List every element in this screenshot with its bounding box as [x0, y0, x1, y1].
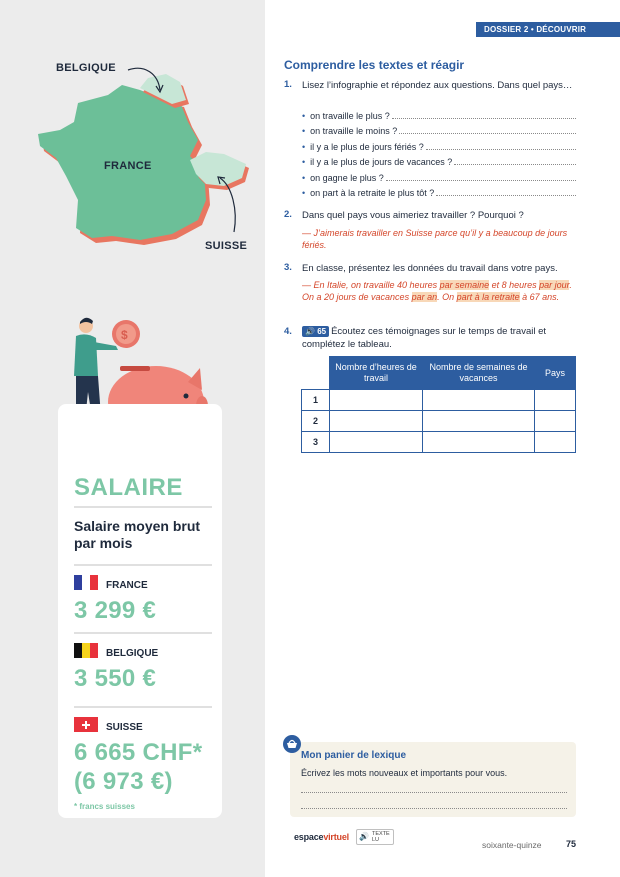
- question-3-number: 3.: [284, 262, 292, 273]
- question-4-number: 4.: [284, 326, 292, 337]
- list-item: • il y a le plus de jours fériés ?: [302, 140, 576, 152]
- belgium-flag-icon: [74, 643, 98, 658]
- section-badge: DOSSIER 2 • DÉCOUVRIR: [476, 22, 620, 37]
- question-3-text: En classe, présentez les données du travail dans votre pays.: [302, 263, 558, 274]
- divider: [74, 564, 212, 566]
- writing-line[interactable]: [301, 792, 567, 793]
- divider: [74, 506, 212, 508]
- svg-text:$: $: [121, 328, 128, 342]
- infographic-panel: [0, 0, 265, 877]
- list-item: • il y a le plus de jours de vacances ?: [302, 155, 576, 167]
- table-header: Pays: [535, 357, 576, 390]
- country-name-suisse: SUISSE: [106, 722, 143, 733]
- amount-suisse-eur: (6 973 €): [74, 768, 173, 795]
- question-1-text: Lisez l’infographie et répondez aux questions. Dans quel pays…: [302, 80, 573, 91]
- highlighted-phrase: part à la retraite: [456, 292, 520, 302]
- audio-track-button[interactable]: 🔊 65: [302, 326, 329, 337]
- espace-virtuel-logo[interactable]: espacevirtuel: [294, 832, 349, 842]
- question-4-text: 🔊 65 Écoutez ces témoignages sur le temps de travail et complétez le tableau.: [302, 326, 547, 350]
- amount-belgique: 3 550 €: [74, 665, 157, 692]
- answer-text: à 67 ans.: [519, 292, 560, 302]
- answer-text: . On a 20 jours de vacances: [302, 280, 572, 302]
- table-row: 2: [302, 411, 576, 432]
- france-flag-icon: [74, 575, 98, 590]
- salary-title: SALAIRE: [74, 474, 183, 501]
- texte-lu-button[interactable]: [356, 829, 394, 845]
- list-item: • on part à la retraite le plus tôt ?: [302, 186, 576, 198]
- speaker-icon: 🔊: [359, 832, 369, 841]
- list-item: • on travaille le moins ?: [302, 124, 576, 136]
- divider: [74, 632, 212, 634]
- country-name-belgique: BELGIQUE: [106, 648, 159, 659]
- highlighted-phrase: par jour: [539, 280, 570, 290]
- listening-table: [301, 356, 576, 453]
- table-row: 3: [302, 432, 576, 453]
- basket-icon: [283, 735, 301, 753]
- page-number: 75: [566, 839, 577, 849]
- section-title: Comprendre les textes et réagir: [284, 58, 465, 72]
- question-2-text: Dans quel pays vous aimeriez travailler ? Pourquoi ?: [302, 210, 524, 221]
- question-1-number: 1.: [284, 79, 292, 90]
- question-2-answer: — J’aimerais travailler en Suisse parce qu’il y a beaucoup de jours fériés.: [302, 228, 568, 250]
- suisse-label: SUISSE: [205, 240, 248, 252]
- amount-suisse-chf: 6 665 CHF*: [74, 739, 203, 766]
- salary-subtitle: Salaire moyen brut par mois: [74, 518, 201, 551]
- answer-text: . On: [437, 292, 457, 302]
- texte-lu-label: TEXTE LU: [371, 831, 390, 843]
- lexique-instructions: Écrivez les mots nouveaux et importants pour vous.: [301, 768, 508, 778]
- list-item: • on travaille le plus ?: [302, 109, 576, 121]
- list-item: • on gagne le plus ?: [302, 171, 576, 183]
- table-header: Nombre d’heures de travail: [330, 357, 423, 390]
- highlighted-phrase: par semaine: [439, 280, 490, 290]
- swiss-flag-icon: [74, 717, 98, 732]
- table-header: Nombre de semaines de vacances: [423, 357, 535, 390]
- divider: [74, 706, 212, 708]
- question-2-number: 2.: [284, 209, 292, 220]
- footnote: * francs suisses: [74, 802, 135, 811]
- belgique-label: BELGIQUE: [56, 62, 116, 74]
- highlighted-phrase: par an: [411, 292, 438, 302]
- writing-line[interactable]: [301, 808, 567, 809]
- lexique-title: Mon panier de lexique: [301, 750, 407, 761]
- answer-text: et 8 heures: [489, 280, 540, 290]
- answer-text: — En Italie, on travaille 40 heures: [302, 280, 440, 290]
- question-3-answer: [302, 279, 574, 303]
- table-row: 1: [302, 390, 576, 411]
- amount-france: 3 299 €: [74, 597, 157, 624]
- country-name-france: FRANCE: [106, 580, 148, 591]
- france-label: FRANCE: [104, 160, 152, 172]
- salary-card: [58, 404, 222, 818]
- page-number-words: soixante-quinze: [482, 840, 542, 850]
